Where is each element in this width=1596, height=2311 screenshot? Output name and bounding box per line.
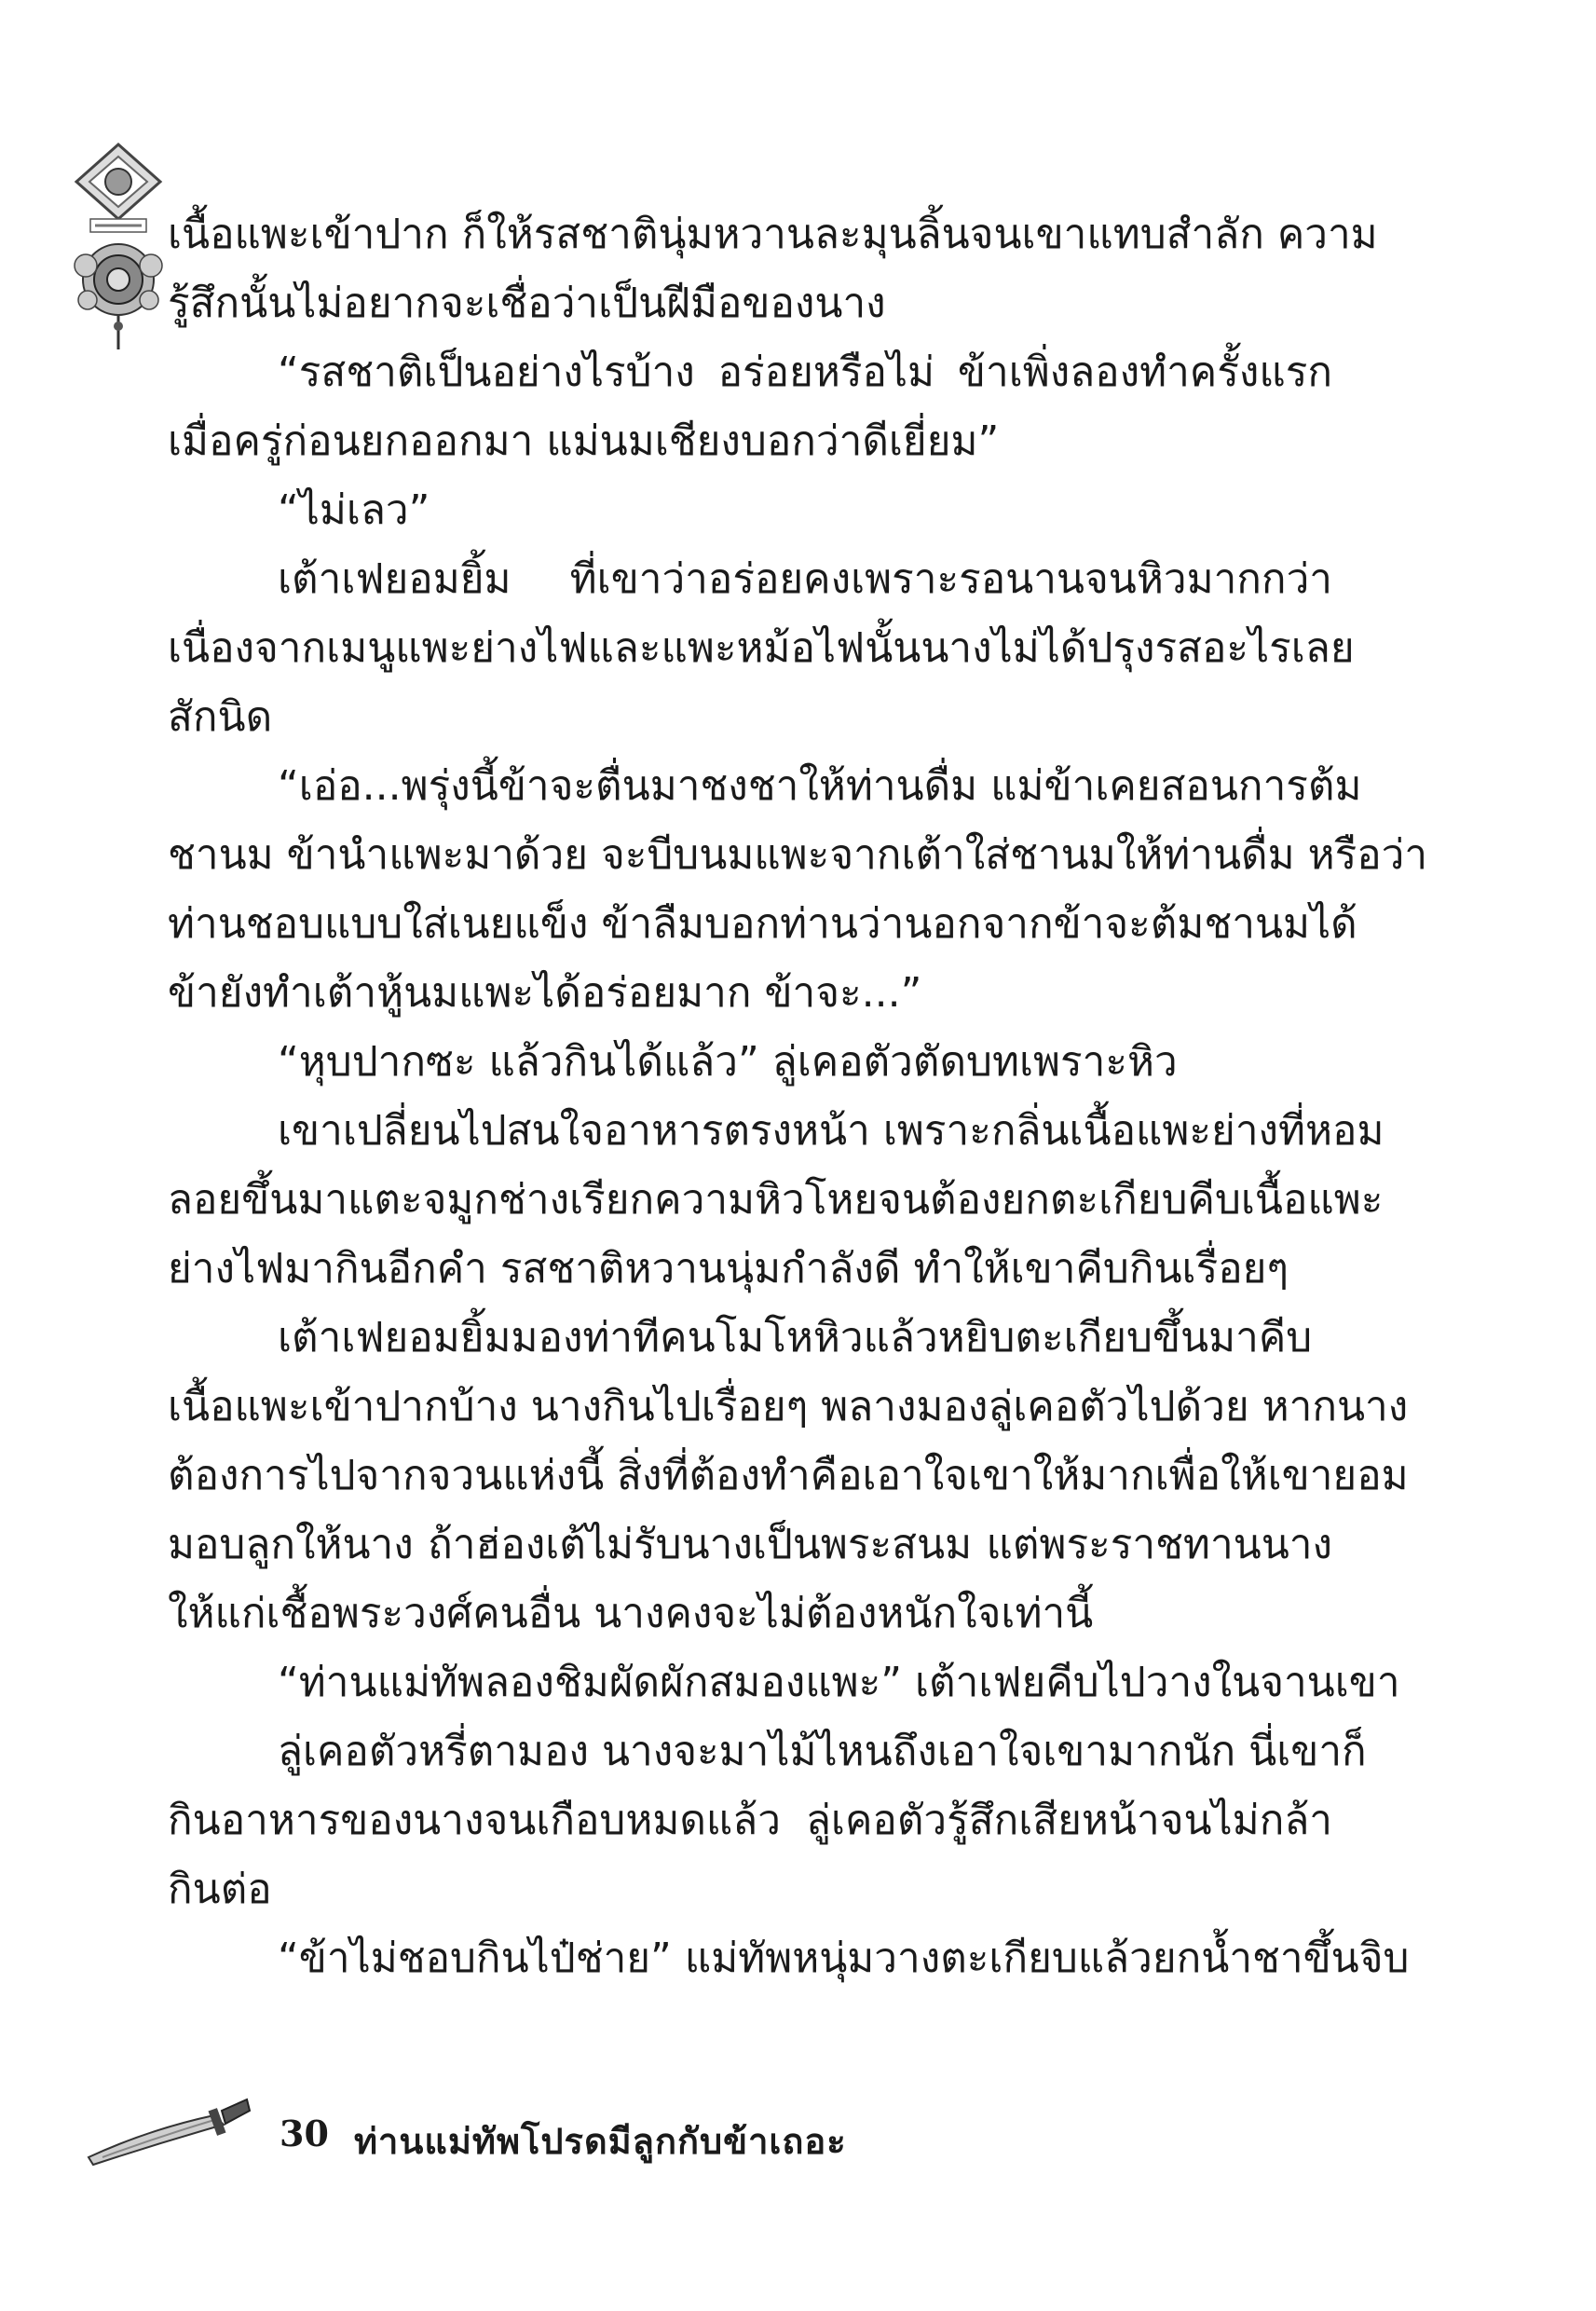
text-line: ย่างไฟมากินอีกคำ รสชาติหวานนุ่มกำลังดี ทำให้เขาคีบกินเรื่อยๆ [168,1245,1289,1292]
text-line: ต้องการไปจากจวนแห่งนี้ สิ่งที่ต้องทำคือเอาใจเขาให้มากเพื่อให้เขายอม [168,1452,1409,1499]
text-line: ให้แก่เชื้อพระวงศ์คนอื่น นางคงจะไม่ต้องหนักใจเท่านี้ [168,1590,1094,1637]
text-line: เนื่องจากเมนูแพะย่างไฟและแพะหม้อไฟนั้นนางไม่ได้ปรุงรสอะไรเลย [168,624,1355,672]
body-text [168,200,1428,1993]
ornament-logo-icon [67,140,170,354]
page-number: 30 [280,2113,329,2154]
text-line: กินอาหารของนางจนเกือบหมดแล้ว ลู่เคอตัวรู้สึกเสียหน้าจนไม่กล้า [168,1797,1332,1844]
text-line: “เอ่อ...พรุ่งนี้ข้าจะตื่นมาชงชาให้ท่านดื่ม แม่ข้าเคยสอนการต้ม [278,762,1362,810]
text-line: ลอยขึ้นมาแตะจมูกช่างเรียกความหิวโหยจนต้องยกตะเกียบคีบเนื้อแพะ [168,1176,1384,1224]
text-line: เนื้อแพะเข้าปากบ้าง นางกินไปเรื่อยๆ พลางมองลู่เคอตัวไปด้วย หากนาง [168,1383,1409,1430]
text-line: ชานม ข้านำแพะมาด้วย จะบีบนมแพะจากเต้าใส่ชานมให้ท่านดื่ม หรือว่า [168,831,1428,879]
text-line: ลู่เคอตัวหรี่ตามอง นางจะมาไม้ไหนถึงเอาใจเขามากนัก นี่เขาก็ [278,1728,1367,1775]
page-footer [84,2092,922,2176]
text-line: มอบลูกให้นาง ถ้าฮ่องเต้ไม่รับนางเป็นพระสนม แต่พระราชทานนาง [168,1521,1332,1568]
text-line: เต้าเฟยอมยิ้ม ที่เขาว่าอร่อยคงเพราะรอนานจนหิวมากกว่า [278,555,1332,603]
text-line: ข้ายังทำเต้าหู้นมแพะได้อร่อยมาก ข้าจะ...” [168,969,922,1017]
text-line: “ไม่เลว” [278,486,430,534]
text-line: “ข้าไม่ชอบกินไป๋ช่าย” แม่ทัพหนุ่มวางตะเกียบแล้วยกน้ำชาขึ้นจิบ [278,1935,1410,1982]
sword-icon [84,2092,252,2176]
text-line: เนื้อแพะเข้าปาก ก็ให้รสชาตินุ่มหวานละมุนลิ้นจนเขาแทบสำลัก ความ [168,211,1378,258]
text-line: “รสชาติเป็นอย่างไรบ้าง อร่อยหรือไม่ ข้าเพิ่งลองทำครั้งแรก [278,349,1332,396]
book-title: ท่านแม่ทัพโปรดมีลูกกับข้าเถอะ [354,2120,847,2162]
text-line: เมื่อครู่ก่อนยกออกมา แม่นมเชียงบอกว่าดีเยี่ยม” [168,417,1000,465]
text-line: “ท่านแม่ทัพลองชิมผัดผักสมองแพะ” เต้าเฟยคีบไปวางในจานเขา [278,1659,1400,1706]
text-line: รู้สึกนั้นไม่อยากจะเชื่อว่าเป็นฝีมือของนาง [168,280,886,327]
text-line: เต้าเฟยอมยิ้มมองท่าทีคนโมโหหิวแล้วหยิบตะเกียบขึ้นมาคีบ [278,1314,1313,1361]
text-line: กินต่อ [168,1866,272,1913]
text-line: สักนิด [168,693,273,741]
text-line: เขาเปลี่ยนไปสนใจอาหารตรงหน้า เพราะกลิ่นเนื้อแพะย่างที่หอม [278,1107,1385,1155]
text-line: “หุบปากซะ แล้วกินได้แล้ว” ลู่เคอตัวตัดบทเพราะหิว [278,1038,1178,1086]
text-line: ท่านชอบแบบใส่เนยแข็ง ข้าลืมบอกท่านว่านอกจากข้าจะต้มชานมได้ [168,900,1357,948]
